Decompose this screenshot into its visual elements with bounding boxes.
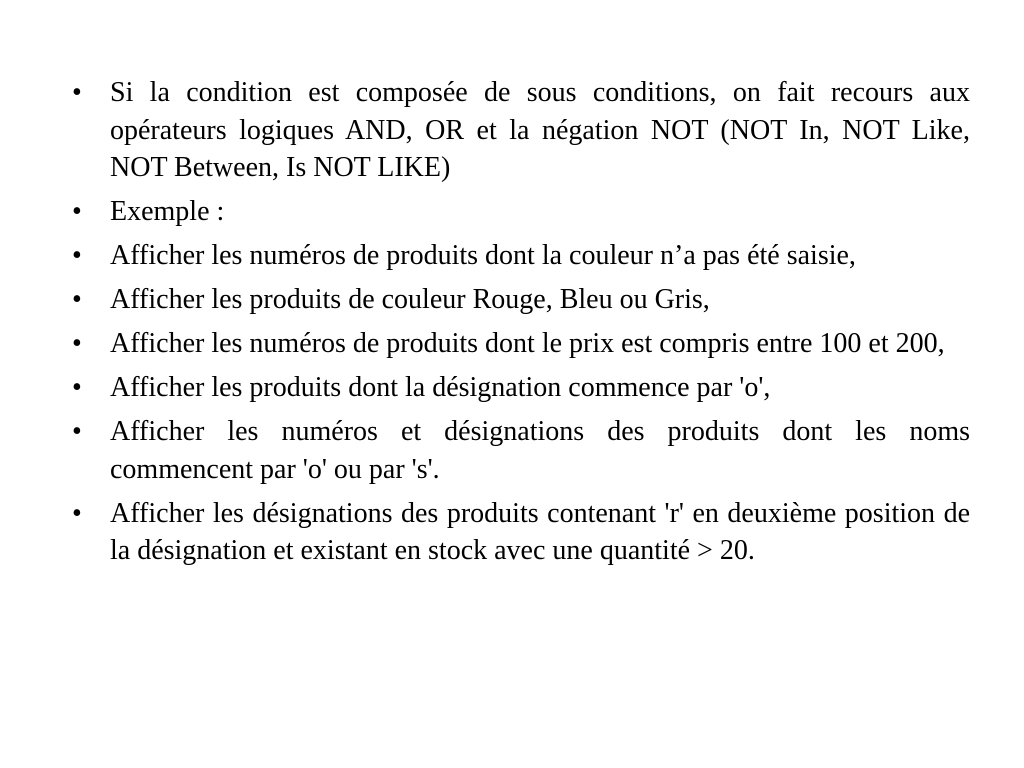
bullet-dot-icon: • xyxy=(72,416,82,447)
bullet-item xyxy=(72,74,970,187)
bullet-dot-icon: • xyxy=(72,372,82,403)
bullet-item xyxy=(72,495,970,570)
bullet-dot-icon: • xyxy=(72,77,82,108)
bullet-text: Afficher les produits de couleur Rouge, Bleu ou Gris, xyxy=(110,284,710,315)
bullet-text: Afficher les numéros et désignations des produits dont les noms commencent par 'o' ou par 's'. xyxy=(110,416,970,485)
bullet-text: Afficher les produits dont la désignation commence par 'o', xyxy=(110,372,771,403)
bullet-item xyxy=(72,369,970,407)
bullet-item xyxy=(72,413,970,488)
bullet-list xyxy=(72,74,970,576)
bullet-text: Afficher les numéros de produits dont le prix est compris entre 100 et 200, xyxy=(110,328,945,359)
bullet-text: Exemple : xyxy=(110,196,225,227)
bullet-text: Afficher les désignations des produits contenant 'r' en deuxième position de la désignation et existant en stock avec une quantité > 20. xyxy=(110,497,970,566)
bullet-item xyxy=(72,325,970,363)
bullet-text: Afficher les numéros de produits dont la couleur n’a pas été saisie, xyxy=(110,240,856,271)
bullet-item xyxy=(72,237,970,275)
bullet-item xyxy=(72,193,970,231)
bullet-dot-icon: • xyxy=(72,284,82,315)
bullet-dot-icon: • xyxy=(72,497,82,529)
bullet-dot-icon: • xyxy=(72,328,82,359)
bullet-text: Si la condition est composée de sous conditions, on fait recours aux opérateurs logiques AND, OR et la négation NOT (NOT In, NOT Like, NOT Between, Is NOT LIKE) xyxy=(110,77,970,183)
bullet-dot-icon: • xyxy=(72,196,82,227)
bullet-dot-icon: • xyxy=(72,240,82,271)
bullet-item xyxy=(72,281,970,319)
